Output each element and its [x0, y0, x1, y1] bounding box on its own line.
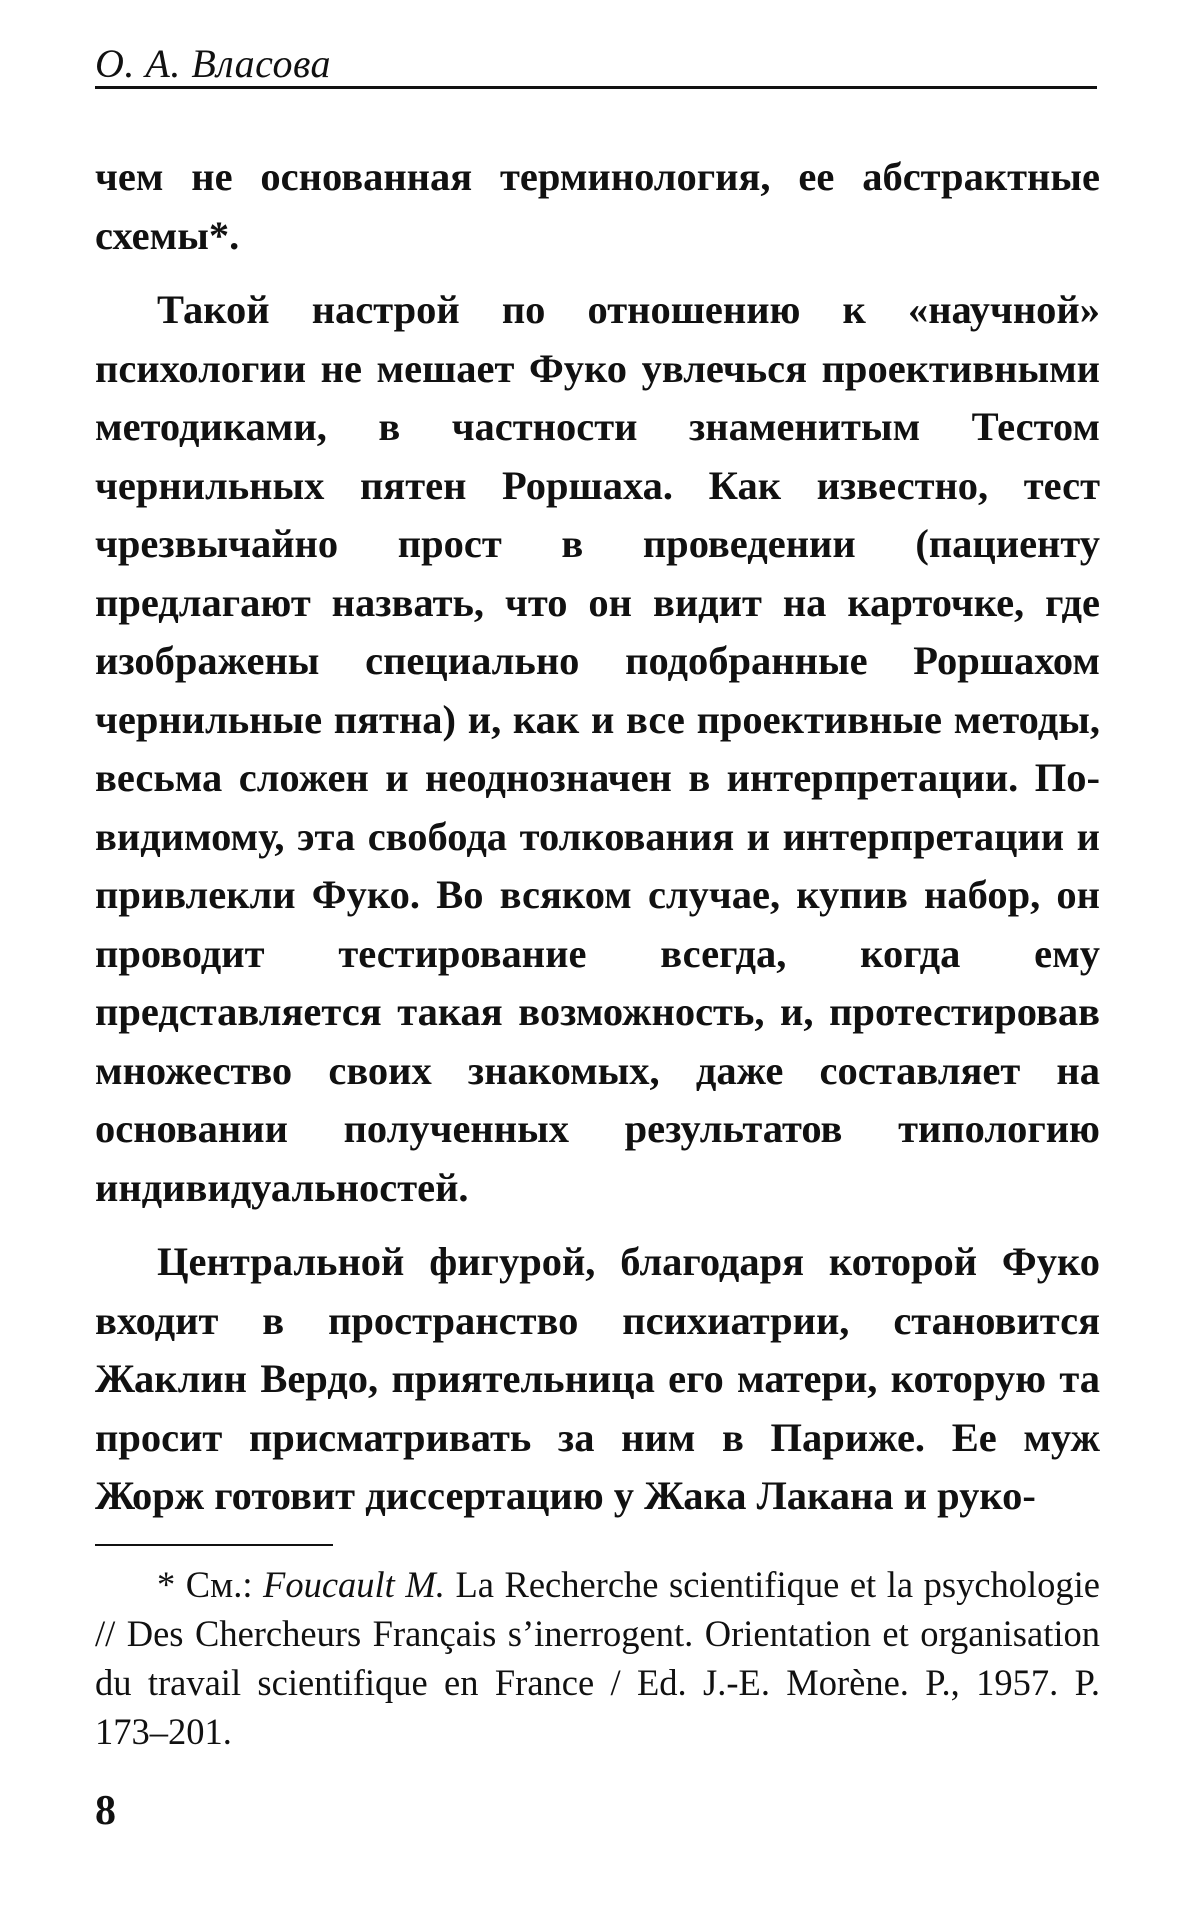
main-text: [95, 148, 1100, 1526]
paragraph: Центральной фигурой, благодаря которой Фуко входит в пространство психиатрии, становится Жаклин Вердо, приятельница его матери, которую та просит присматривать за ним в Париже. Ее муж Жорж готовит диссертацию у Жака Лакана и руко-: [95, 1239, 1100, 1518]
footnote: [95, 1560, 1100, 1756]
footnote-rule: [95, 1544, 333, 1546]
footnote-citation: La Recherche scientifique et la psychologie // Des Chercheurs Français s’inerrogent. Orientation et organisation du travail scientifique en France / Ed. J.-E. Morène. P., 1957. P. 173–201.: [95, 1564, 1100, 1752]
header-rule: [95, 86, 1097, 89]
page-number: 8: [95, 1788, 116, 1834]
paragraph-continuation: чем не основанная терминология, ее абстрактные схемы*.: [95, 154, 1100, 258]
footnote-marker: * См.:: [157, 1564, 264, 1605]
footnote-text: [95, 1560, 1100, 1756]
footnote-author: Foucault M.: [263, 1564, 445, 1605]
paragraph: Такой настрой по отношению к «научной» психологии не мешает Фуко увлечься проективными методиками, в частности знаменитым Тестом чернильных пятен Роршаха. Как известно, тест чрезвычайно прост в проведении (пациенту предлагают назвать, что он видит на карточке, где изображены специально подобранные Роршахом чернильные пятна) и, как и все проективные методы, весьма сложен и неоднозначен в интерпретации. По-видимому, эта свобода толкования и интерпретации и привлекли Фуко. Во всяком случае, купив набор, он проводит тестирование всегда, когда ему представляется такая возможность, и, протестировав множество своих знакомых, даже составляет на основании полученных результатов типологию индивидуальностей.: [95, 287, 1100, 1210]
running-head: О. А. Власова: [95, 41, 332, 86]
